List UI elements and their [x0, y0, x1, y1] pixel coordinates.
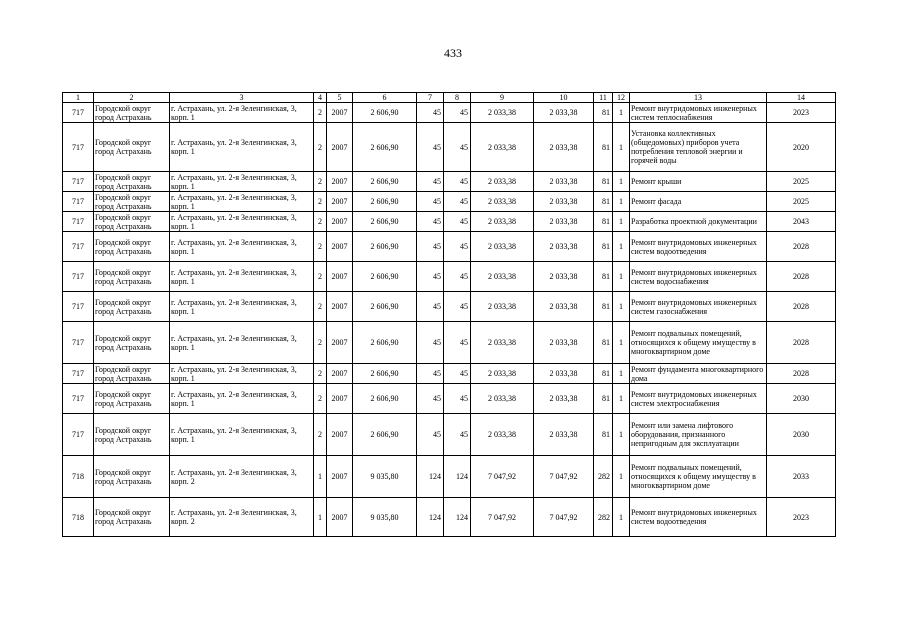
cell: 2: [314, 192, 327, 212]
address-cell: г. Астрахань, ул. 2-я Зеленгинская, 3, корп. 1: [170, 192, 314, 212]
cell: 45: [417, 322, 444, 364]
address-cell: г. Астрахань, ул. 2-я Зеленгинская, 3, корп. 1: [170, 384, 314, 414]
table-row: [63, 123, 836, 172]
planned-year-cell: 2023: [767, 103, 836, 123]
cell: 45: [444, 322, 471, 364]
column-header: 12: [613, 93, 630, 103]
cell: 45: [417, 292, 444, 322]
area-cell: 9 035,80: [353, 498, 417, 537]
cell: 2 033,38: [534, 322, 594, 364]
year-cell: 2007: [327, 322, 353, 364]
cell: 45: [444, 292, 471, 322]
table-row: [63, 103, 836, 123]
area-cell: 2 606,90: [353, 384, 417, 414]
cell: 81: [594, 232, 613, 262]
cell: 81: [594, 384, 613, 414]
cell: 81: [594, 262, 613, 292]
cell: 2: [314, 232, 327, 262]
planned-year-cell: 2030: [767, 414, 836, 456]
cell: 45: [417, 172, 444, 192]
cell: 1: [613, 103, 630, 123]
address-cell: г. Астрахань, ул. 2-я Зеленгинская, 3, корп. 1: [170, 103, 314, 123]
table-row: [63, 384, 836, 414]
column-header: 3: [170, 93, 314, 103]
planned-year-cell: 2028: [767, 322, 836, 364]
cell: 2: [314, 262, 327, 292]
cell: 2 033,38: [534, 103, 594, 123]
cell: 1: [613, 292, 630, 322]
area-cell: 2 606,90: [353, 364, 417, 384]
planned-year-cell: 2033: [767, 456, 836, 498]
cell: 2: [314, 123, 327, 172]
column-header: 11: [594, 93, 613, 103]
object-number-cell: 717: [63, 384, 94, 414]
cell: 45: [444, 364, 471, 384]
table-row: [63, 262, 836, 292]
address-cell: г. Астрахань, ул. 2-я Зеленгинская, 3, корп. 1: [170, 232, 314, 262]
object-number-cell: 717: [63, 212, 94, 232]
column-header: 8: [444, 93, 471, 103]
cell: 2 033,38: [534, 123, 594, 172]
cell: 2 033,38: [471, 364, 534, 384]
work-type-cell: Ремонт внутридомовых инженерных систем водоотведения: [630, 498, 767, 537]
table-row: [63, 292, 836, 322]
year-cell: 2007: [327, 192, 353, 212]
cell: 45: [417, 192, 444, 212]
cell: 1: [613, 456, 630, 498]
object-number-cell: 717: [63, 123, 94, 172]
year-cell: 2007: [327, 232, 353, 262]
table-body: [63, 103, 836, 537]
column-header: 4: [314, 93, 327, 103]
address-cell: г. Астрахань, ул. 2-я Зеленгинская, 3, корп. 1: [170, 262, 314, 292]
planned-year-cell: 2028: [767, 292, 836, 322]
cell: 282: [594, 498, 613, 537]
cell: 2 033,38: [471, 292, 534, 322]
cell: 2 033,38: [534, 192, 594, 212]
cell: 1: [613, 364, 630, 384]
planned-year-cell: 2028: [767, 262, 836, 292]
cell: 2 033,38: [471, 414, 534, 456]
cell: 2 033,38: [471, 172, 534, 192]
area-cell: 2 606,90: [353, 212, 417, 232]
cell: 2 033,38: [534, 384, 594, 414]
area-cell: 2 606,90: [353, 414, 417, 456]
table-row: [63, 172, 836, 192]
cell: 7 047,92: [534, 498, 594, 537]
cell: 45: [444, 384, 471, 414]
cell: 45: [417, 364, 444, 384]
table-row: [63, 414, 836, 456]
area-cell: 2 606,90: [353, 322, 417, 364]
address-cell: г. Астрахань, ул. 2-я Зеленгинская, 3, корп. 1: [170, 364, 314, 384]
area-cell: 2 606,90: [353, 123, 417, 172]
cell: 2 033,38: [471, 262, 534, 292]
cell: 2: [314, 103, 327, 123]
cell: 2: [314, 322, 327, 364]
work-type-cell: Ремонт фундамента многоквартирного дома: [630, 364, 767, 384]
column-header: 5: [327, 93, 353, 103]
cell: 1: [613, 172, 630, 192]
object-number-cell: 717: [63, 322, 94, 364]
area-cell: 2 606,90: [353, 103, 417, 123]
cell: 81: [594, 292, 613, 322]
cell: 2: [314, 292, 327, 322]
planned-year-cell: 2025: [767, 192, 836, 212]
work-type-cell: Ремонт или замена лифтового оборудования, признанного непригодным для эксплуатации: [630, 414, 767, 456]
cell: 81: [594, 103, 613, 123]
cell: 1: [314, 456, 327, 498]
cell: 45: [444, 232, 471, 262]
year-cell: 2007: [327, 364, 353, 384]
work-type-cell: Ремонт внутридомовых инженерных систем электроснабжения: [630, 384, 767, 414]
cell: 81: [594, 322, 613, 364]
cell: 81: [594, 414, 613, 456]
year-cell: 2007: [327, 292, 353, 322]
municipality-cell: Городской округ город Астрахань: [94, 232, 170, 262]
cell: 2 033,38: [534, 232, 594, 262]
area-cell: 2 606,90: [353, 262, 417, 292]
municipality-cell: Городской округ город Астрахань: [94, 498, 170, 537]
cell: 1: [613, 212, 630, 232]
work-type-cell: Установка коллективных (общедомовых) приборов учета потребления тепловой энергии и горячей воды: [630, 123, 767, 172]
table-row: [63, 498, 836, 537]
cell: 45: [417, 262, 444, 292]
address-cell: г. Астрахань, ул. 2-я Зеленгинская, 3, корп. 1: [170, 414, 314, 456]
address-cell: г. Астрахань, ул. 2-я Зеленгинская, 3, корп. 1: [170, 322, 314, 364]
year-cell: 2007: [327, 384, 353, 414]
cell: 45: [444, 103, 471, 123]
municipality-cell: Городской округ город Астрахань: [94, 262, 170, 292]
year-cell: 2007: [327, 103, 353, 123]
address-cell: г. Астрахань, ул. 2-я Зеленгинская, 3, корп. 1: [170, 292, 314, 322]
work-type-cell: Разработка проектной документации: [630, 212, 767, 232]
cell: 124: [417, 498, 444, 537]
cell: 2 033,38: [471, 103, 534, 123]
cell: 2 033,38: [534, 172, 594, 192]
object-number-cell: 717: [63, 364, 94, 384]
cell: 1: [613, 384, 630, 414]
work-type-cell: Ремонт подвальных помещений, относящихся к общему имуществу в многоквартирном доме: [630, 322, 767, 364]
cell: 2 033,38: [534, 414, 594, 456]
cell: 45: [444, 172, 471, 192]
area-cell: 2 606,90: [353, 292, 417, 322]
object-number-cell: 717: [63, 414, 94, 456]
object-number-cell: 718: [63, 456, 94, 498]
cell: 1: [613, 498, 630, 537]
cell: 1: [613, 123, 630, 172]
object-number-cell: 717: [63, 292, 94, 322]
planned-year-cell: 2043: [767, 212, 836, 232]
planned-year-cell: 2023: [767, 498, 836, 537]
cell: 2 033,38: [534, 364, 594, 384]
table-header: [63, 93, 836, 103]
planned-year-cell: 2028: [767, 364, 836, 384]
column-number-row: [63, 93, 836, 103]
column-header: 6: [353, 93, 417, 103]
municipality-cell: Городской округ город Астрахань: [94, 192, 170, 212]
cell: 45: [417, 212, 444, 232]
work-type-cell: Ремонт внутридомовых инженерных систем водоснабжения: [630, 262, 767, 292]
work-type-cell: Ремонт фасада: [630, 192, 767, 212]
cell: 282: [594, 456, 613, 498]
cell: 45: [444, 192, 471, 212]
cell: 45: [444, 212, 471, 232]
municipality-cell: Городской округ город Астрахань: [94, 212, 170, 232]
year-cell: 2007: [327, 262, 353, 292]
address-cell: г. Астрахань, ул. 2-я Зеленгинская, 3, корп. 1: [170, 172, 314, 192]
year-cell: 2007: [327, 212, 353, 232]
municipality-cell: Городской округ город Астрахань: [94, 456, 170, 498]
address-cell: г. Астрахань, ул. 2-я Зеленгинская, 3, корп. 2: [170, 498, 314, 537]
planned-year-cell: 2020: [767, 123, 836, 172]
cell: 45: [417, 384, 444, 414]
object-number-cell: 717: [63, 232, 94, 262]
work-type-cell: Ремонт внутридомовых инженерных систем газоснабжения: [630, 292, 767, 322]
municipality-cell: Городской округ город Астрахань: [94, 123, 170, 172]
cell: 2 033,38: [471, 322, 534, 364]
work-type-cell: Ремонт внутридомовых инженерных систем водоотведения: [630, 232, 767, 262]
cell: 124: [417, 456, 444, 498]
cell: 7 047,92: [534, 456, 594, 498]
work-type-cell: Ремонт подвальных помещений, относящихся к общему имуществу в многоквартирном доме: [630, 456, 767, 498]
object-number-cell: 717: [63, 103, 94, 123]
cell: 45: [417, 414, 444, 456]
cell: 2 033,38: [471, 192, 534, 212]
municipality-cell: Городской округ город Астрахань: [94, 414, 170, 456]
cell: 7 047,92: [471, 498, 534, 537]
column-header: 9: [471, 93, 534, 103]
column-header: 1: [63, 93, 94, 103]
cell: 2: [314, 172, 327, 192]
cell: 2 033,38: [471, 232, 534, 262]
object-number-cell: 718: [63, 498, 94, 537]
cell: 2: [314, 414, 327, 456]
municipality-cell: Городской округ город Астрахань: [94, 364, 170, 384]
column-header: 7: [417, 93, 444, 103]
cell: 2 033,38: [534, 212, 594, 232]
table-row: [63, 364, 836, 384]
table-row: [63, 456, 836, 498]
cell: 1: [613, 232, 630, 262]
municipality-cell: Городской округ город Астрахань: [94, 322, 170, 364]
cell: 1: [613, 262, 630, 292]
column-header: 14: [767, 93, 836, 103]
year-cell: 2007: [327, 414, 353, 456]
cell: 2: [314, 212, 327, 232]
year-cell: 2007: [327, 498, 353, 537]
cell: 124: [444, 498, 471, 537]
year-cell: 2007: [327, 456, 353, 498]
cell: 45: [417, 232, 444, 262]
municipality-cell: Городской округ город Астрахань: [94, 103, 170, 123]
municipality-cell: Городской округ город Астрахань: [94, 292, 170, 322]
table-row: [63, 212, 836, 232]
cell: 124: [444, 456, 471, 498]
cell: 2 033,38: [471, 384, 534, 414]
cell: 2 033,38: [471, 212, 534, 232]
area-cell: 2 606,90: [353, 232, 417, 262]
address-cell: г. Астрахань, ул. 2-я Зеленгинская, 3, корп. 1: [170, 123, 314, 172]
cell: 2: [314, 364, 327, 384]
cell: 2 033,38: [471, 123, 534, 172]
cell: 2 033,38: [534, 262, 594, 292]
planned-year-cell: 2028: [767, 232, 836, 262]
capital-repair-table: [62, 92, 836, 537]
object-number-cell: 717: [63, 262, 94, 292]
address-cell: г. Астрахань, ул. 2-я Зеленгинская, 3, корп. 2: [170, 456, 314, 498]
table-row: [63, 322, 836, 364]
cell: 45: [417, 123, 444, 172]
address-cell: г. Астрахань, ул. 2-я Зеленгинская, 3, корп. 1: [170, 212, 314, 232]
table-row: [63, 192, 836, 212]
object-number-cell: 717: [63, 172, 94, 192]
cell: 2 033,38: [534, 292, 594, 322]
cell: 81: [594, 364, 613, 384]
area-cell: 9 035,80: [353, 456, 417, 498]
work-type-cell: Ремонт крыши: [630, 172, 767, 192]
cell: 1: [314, 498, 327, 537]
column-header: 10: [534, 93, 594, 103]
cell: 1: [613, 192, 630, 212]
year-cell: 2007: [327, 172, 353, 192]
cell: 45: [444, 123, 471, 172]
object-number-cell: 717: [63, 192, 94, 212]
planned-year-cell: 2030: [767, 384, 836, 414]
year-cell: 2007: [327, 123, 353, 172]
area-cell: 2 606,90: [353, 172, 417, 192]
cell: 7 047,92: [471, 456, 534, 498]
work-type-cell: Ремонт внутридомовых инженерных систем теплоснабжения: [630, 103, 767, 123]
cell: 1: [613, 414, 630, 456]
cell: 81: [594, 123, 613, 172]
municipality-cell: Городской округ город Астрахань: [94, 172, 170, 192]
cell: 45: [444, 262, 471, 292]
cell: 81: [594, 192, 613, 212]
cell: 45: [417, 103, 444, 123]
planned-year-cell: 2025: [767, 172, 836, 192]
page-number: 433: [444, 46, 462, 60]
table-row: [63, 232, 836, 262]
column-header: 2: [94, 93, 170, 103]
municipality-cell: Городской округ город Астрахань: [94, 384, 170, 414]
cell: 45: [444, 414, 471, 456]
column-header: 13: [630, 93, 767, 103]
cell: 1: [613, 322, 630, 364]
area-cell: 2 606,90: [353, 192, 417, 212]
cell: 81: [594, 212, 613, 232]
cell: 81: [594, 172, 613, 192]
cell: 2: [314, 384, 327, 414]
